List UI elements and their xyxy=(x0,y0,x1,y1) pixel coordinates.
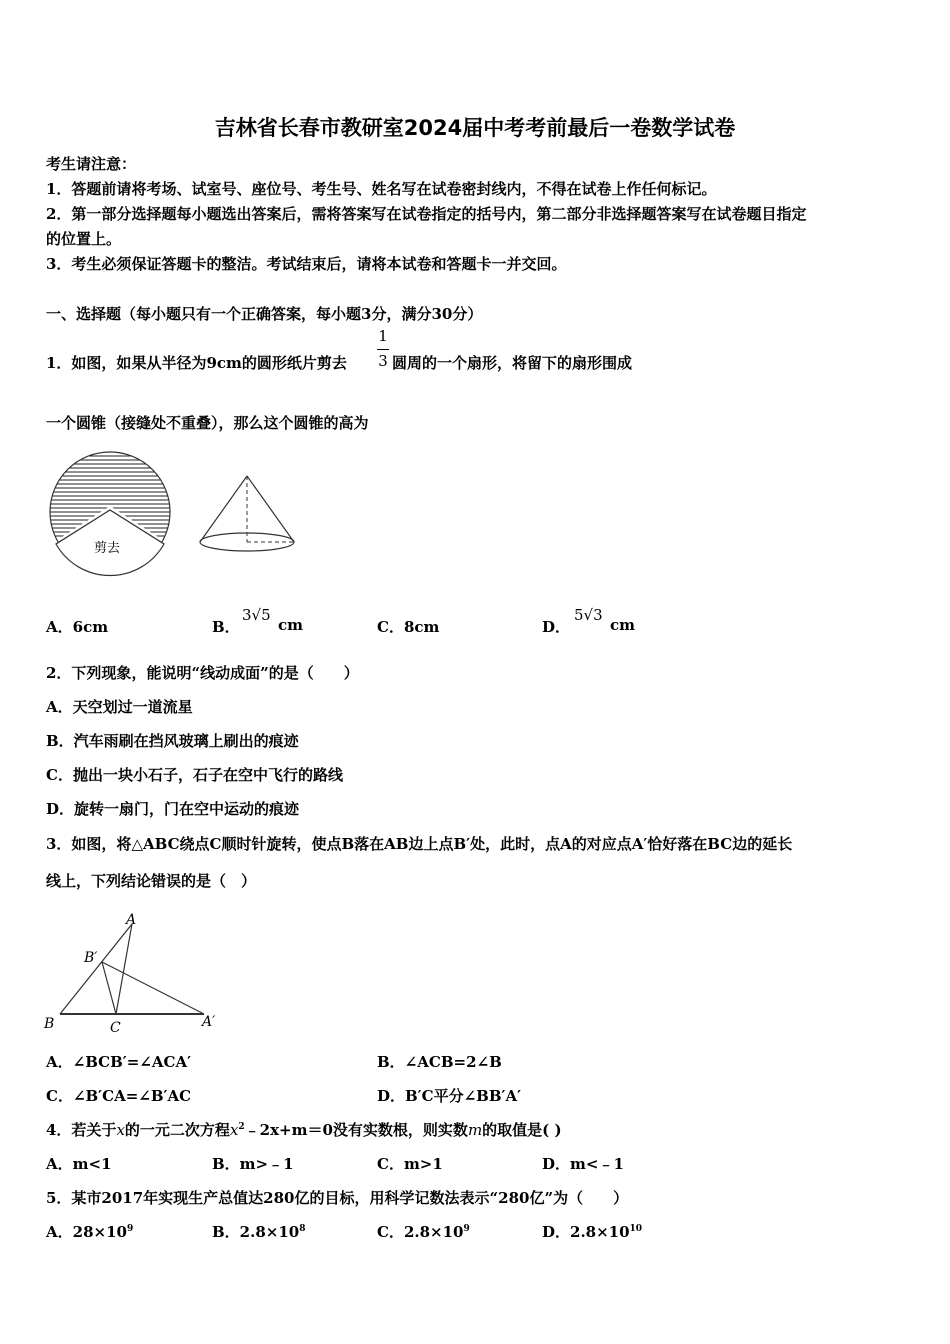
q1-cone-figure xyxy=(194,472,300,556)
q1-option-c: C．8cm xyxy=(377,618,440,636)
notice-item-2: 2．第一部分选择题每小题选出答案后，需将答案写在试卷指定的括号内，第二部分非选择题答案写在试卷题目指定 xyxy=(46,205,807,223)
q1-option-a: A．6cm xyxy=(46,618,109,636)
q3-option-b: B．∠ACB=2∠B xyxy=(377,1053,502,1071)
q4-text-2: 的一元二次方程 xyxy=(124,1121,230,1139)
q3-text-b: 线上，下列结论错误的是（ ） xyxy=(46,872,257,890)
q4-option-b: B．m>﹣1 xyxy=(212,1155,294,1173)
q5-option-b-exp: 8 xyxy=(299,1224,306,1234)
q5-option-b xyxy=(212,1221,305,1242)
q1-text-b: 圆周的一个扇形，将留下的扇形围成 xyxy=(392,354,633,372)
q1-option-d-unit: cm xyxy=(610,616,636,634)
notice-heading: 考生请注意： xyxy=(46,155,137,173)
notice-item-3: 3．考生必须保证答题卡的整洁。考试结束后，请将本试卷和答题卡一并交回。 xyxy=(46,255,567,273)
q3-text-a: 3．如图，将△ABC绕点C顺时针旋转，使点B落在AB边上点B′处，此时，点A的对应点A′恰好落在BC边的延长 xyxy=(46,835,793,853)
cut-label: 剪去 xyxy=(94,541,121,556)
q1-fraction-numerator: 1 xyxy=(378,327,388,345)
q1-option-b-unit: cm xyxy=(278,616,304,634)
q3-triangle-figure xyxy=(40,906,230,1036)
q4-eq-exponent: 2 xyxy=(238,1122,245,1132)
q5-option-a-exp: 9 xyxy=(126,1224,134,1234)
q2-option-c: C．抛出一块小石子，石子在空中飞行的路线 xyxy=(46,766,343,784)
section-heading: 一、选择题（每小题只有一个正确答案，每小题3分，满分30分） xyxy=(46,305,483,323)
q2-text: 2．下列现象，能说明“线动成面”的是（ ） xyxy=(46,664,359,682)
label-c: C xyxy=(110,1020,121,1036)
q1-fraction-bar xyxy=(377,349,389,350)
q4-option-a: A．m<1 xyxy=(46,1155,112,1173)
q5-option-c-base: C．2.8×10 xyxy=(377,1223,464,1241)
notice-item-2-cont: 的位置上。 xyxy=(46,230,122,248)
label-a-prime: A′ xyxy=(202,1014,216,1030)
q1-option-d-label: D． xyxy=(542,618,571,636)
q5-option-b-base: B．2.8×10 xyxy=(212,1223,300,1241)
q2-option-a: A．天空划过一道流星 xyxy=(46,698,193,716)
q1-text-a: 1．如图，如果从半径为9cm的圆形纸片剪去 xyxy=(46,354,347,372)
q5-option-a-base: A．28×10 xyxy=(46,1223,127,1241)
page-title: 吉林省长春市教研室2024届中考考前最后一卷数学试卷 xyxy=(214,116,736,140)
q4-eq-rest: ﹣2x+m＝0 xyxy=(244,1121,333,1139)
q1-option-b-label: B． xyxy=(212,618,240,636)
label-a: A xyxy=(126,912,137,928)
q4-text-3: 没有实数根，则实数 xyxy=(332,1121,468,1139)
q4-text-4: 的取值是( ) xyxy=(482,1121,562,1139)
q1-fraction-denominator: 3 xyxy=(378,352,388,370)
q3-option-d: D．B′C平分∠BB′A′ xyxy=(377,1087,522,1105)
q1-circle-figure xyxy=(44,446,180,582)
q5-text: 5．某市2017年实现生产总值达280亿的目标，用科学记数法表示“280亿”为（ ） xyxy=(46,1189,629,1207)
q1-option-b-value: 3√5 xyxy=(242,606,271,624)
q2-option-b: B．汽车雨刷在挡风玻璃上刷出的痕迹 xyxy=(46,732,299,750)
label-b-prime: B′ xyxy=(84,950,98,966)
q4-var-x: x xyxy=(116,1121,125,1139)
q5-option-a xyxy=(46,1221,133,1242)
q4-text-1: 4．若关于 xyxy=(46,1121,117,1139)
notice-item-1: 1．答题前请将考场、试室号、座位号、考生号、姓名写在试卷密封线内，不得在试卷上作任何标记。 xyxy=(46,180,717,198)
q4-var-m: m xyxy=(467,1121,483,1139)
q4-option-c: C．m>1 xyxy=(377,1155,443,1173)
q1-option-d-value: 5√3 xyxy=(574,606,603,624)
q4-text xyxy=(46,1119,562,1140)
q5-option-c-exp: 9 xyxy=(463,1224,470,1234)
q5-option-c xyxy=(377,1221,470,1242)
q3-option-c: C．∠B′CA=∠B′AC xyxy=(46,1087,192,1105)
q5-option-d-base: D．2.8×10 xyxy=(542,1223,630,1241)
q1-text-c: 一个圆锥（接缝处不重叠），那么这个圆锥的高为 xyxy=(46,414,369,432)
q4-eq-x: x xyxy=(229,1121,239,1139)
q4-option-d: D．m<﹣1 xyxy=(542,1155,624,1173)
q3-option-a: A．∠BCB′=∠ACA′ xyxy=(46,1053,192,1071)
label-b: B xyxy=(44,1016,55,1032)
q5-option-d-exp: 10 xyxy=(629,1224,643,1234)
q2-option-d: D．旋转一扇门，门在空中运动的痕迹 xyxy=(46,800,300,818)
q5-option-d xyxy=(542,1221,642,1242)
